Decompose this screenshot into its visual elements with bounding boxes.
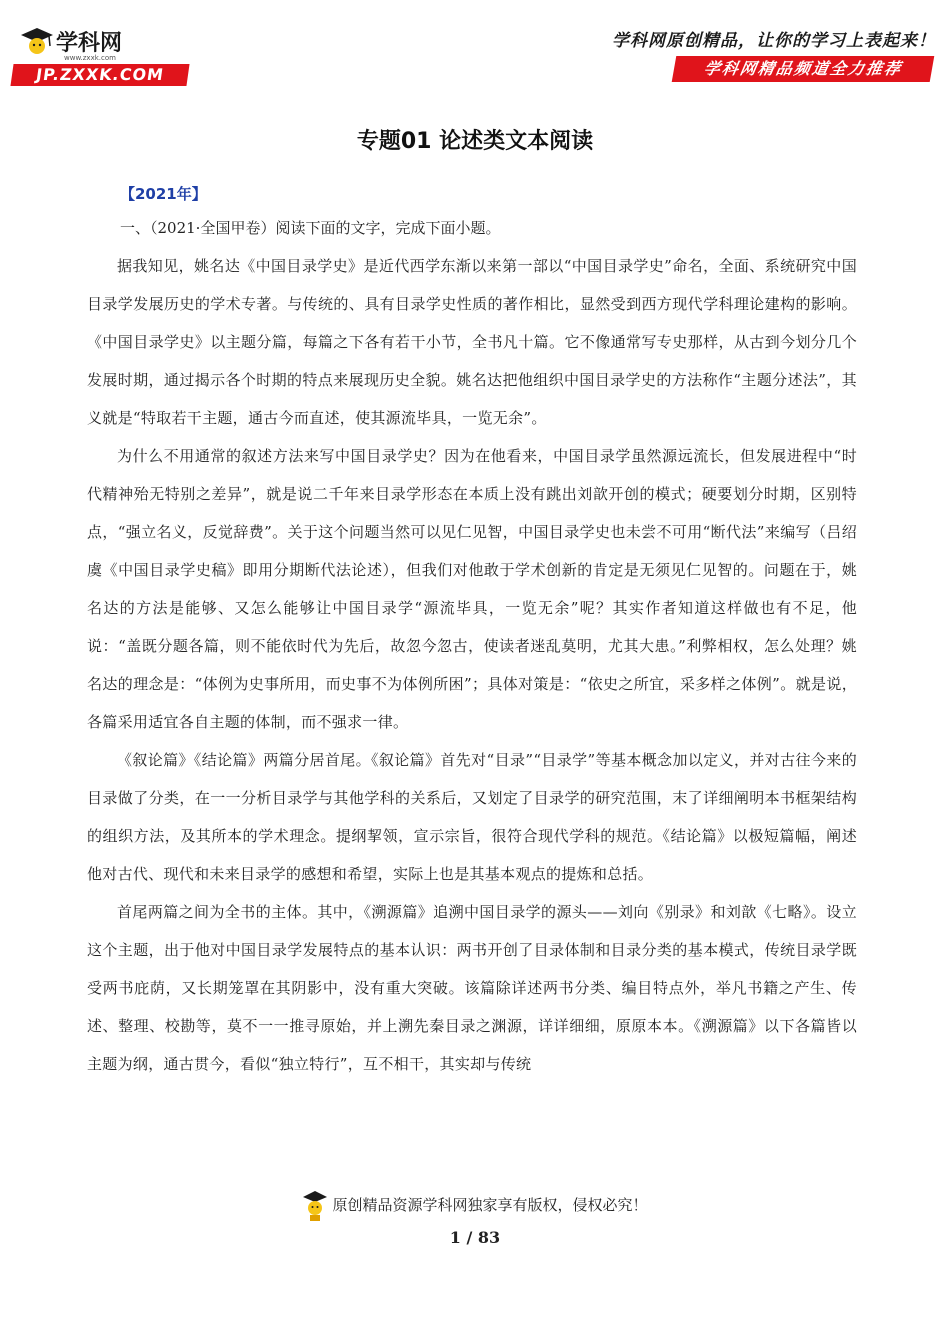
zxxk-logo[interactable] [12, 20, 192, 86]
header-slogan: 学科网原创精品，让你的学习上表起来！ [612, 31, 936, 51]
logo-url: www.zxxk.com [64, 54, 116, 62]
page-header [0, 0, 950, 100]
footer-copyright [0, 1190, 950, 1222]
paragraph-3: 《叙论篇》《结论篇》两篇分居首尾。《叙论篇》首先对“目录”“目录学”等基本概念加以定义，并对古往今来的目录做了分类，在一一分析目录学与其他学科的关系后，又划定了目录学的研究范围，末了详细阐明本书框架结构的组织方法，及其所本的学术理念。提纲挈领，宣示宗旨，很符合现代学科的规范。《结论篇》以极短篇幅，阐述他对古代、现代和未来目录学的感想和希望，实际上也是其基本观点的提炼和总括。 [87, 751, 857, 883]
paragraph-2: 为什么不用通常的叙述方法来写中国目录学史？因为在他看来，中国目录学虽然源远流长，但发展进程中“时代精神殆无特别之差异”，就是说二千年来目录学形态在本质上没有跳出刘歆开创的模式；硬要划分时期，区别特点，“强立名义，反觉辞费”。关于这个问题当然可以见仁见智，中国目录学史也未尝不可用“断代法”来编写（吕绍虞《中国目录学史稿》即用分期断代法论述），但我们对他敢于学术创新的肯定是无须见仁见智的。问题在于，姚名达的方法是能够、又怎么能够让中国目录学“源流毕具，一览无余”呢？其实作者知道这样做也有不足，他说：“盖既分题各篇，则不能依时代为先后，故忽今忽古，使读者迷乱莫明，尤其大患。”利弊相权，怎么处理？姚名达的理念是：“体例为史事所用，而史事不为体例所困”；具体对策是：“依史之所宜，采多样之体例”。就是说，各篇采用适宜各自主题的体制，而不强求一律。 [87, 447, 857, 731]
footer-note-text: 原创精品资源学科网独家享有版权，侵权必究！ [332, 1196, 648, 1214]
paragraph-1: 据我知见，姚名达《中国目录学史》是近代西学东渐以来第一部以“中国目录学史”命名，全面、系统研究中国目录学发展历史的学术专著。与传统的、具有目录学史性质的著作相比，显然受到西方现代学科理论建构的影响。《中国目录学史》以主题分篇，每篇之下各有若干小节，全书凡十篇。它不像通常写专史那样，从古到今划分几个发展时期，通过揭示各个时期的特点来展现历史全貌。姚名达把他组织中国目录学史的方法称作“主题分述法”，其义就是“特取若干主题，通古今而直述，使其源流毕具，一览无余”。 [87, 257, 857, 427]
question-intro: 一、（2021·全国甲卷）阅读下面的文字，完成下面小题。 [120, 219, 501, 237]
header-banner[interactable]: 学科网精品频道全力推荐 [672, 56, 935, 82]
mascot-icon [302, 1190, 328, 1222]
page-number: 1 / 83 [449, 1228, 501, 1247]
logo-name: 学科网 [56, 31, 123, 56]
year-tag: 【2021年】 [120, 185, 207, 203]
page-title: 专题01 论述类文本阅读 [356, 129, 594, 154]
article-body [87, 247, 857, 1083]
logo-domain-bar: JP.ZXXK.COM [10, 64, 189, 86]
paragraph-4: 首尾两篇之间为全书的主体。其中，《溯源篇》追溯中国目录学的源头——刘向《别录》和刘歆《七略》。设立这个主题，出于他对中国目录学发展特点的基本认识：两书开创了目录体制和目录分类的基本模式，传统目录学既受两书庇荫，又长期笼罩在其阴影中，没有重大突破。该篇除详述两书分类、编目特点外，举凡书籍之产生、传述、整理、校勘等，莫不一一推寻原始，并上溯先秦目录之渊源，详详细细，原原本本。《溯源篇》以下各篇皆以主题为纲，通古贯今，看似“独立特行”，互不相干，其实却与传统 [87, 903, 857, 1073]
graduation-cap-icon [20, 26, 54, 56]
